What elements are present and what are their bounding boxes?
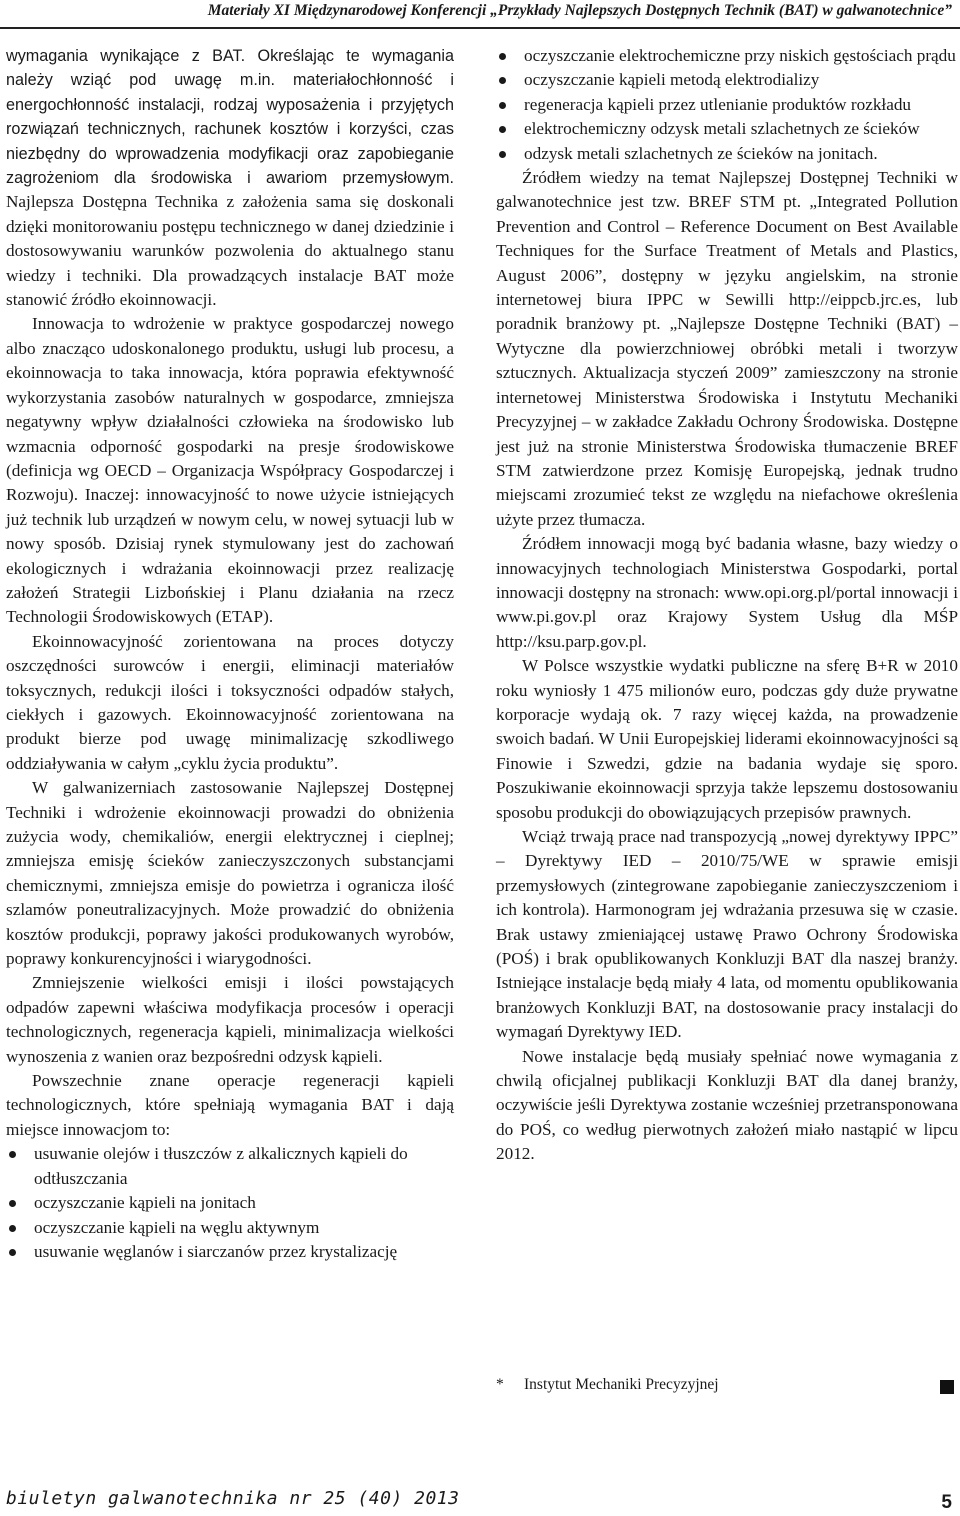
paragraph: Zmniejszenie wielkości emisji i ilości powstających odpadów zapewni właściwa modyfikacja procesów i operacji technologicznych, regeneracja kąpieli, minimalizacja wielkości wynoszenia z wanien oraz bezpośredni odzysk kąpieli.: [6, 973, 454, 1066]
list-item: usuwanie węglanów i siarczanów przez krystalizację: [6, 1240, 454, 1264]
paragraph: [6, 44, 454, 312]
paragraph: Źródłem innowacji mogą być badania własne, bazy wiedzy o innowacyjnych technologiach Ministerstwa Gospodarki, portal innowacji dostępny na stronach: www.opi.org.pl/portal innowacji i www.pi.gov.pl oraz Krajowy System Usług dla MŚP http://ksu.parp.gov.pl.: [496, 534, 958, 651]
journal-footer: biuletyn galwanotechnika nr 25 (40) 2013: [6, 1488, 460, 1509]
paragraph: Innowacja to wdrożenie w praktyce gospodarczej nowego albo znacząco udoskonalonego produktu, usługi lub procesu, a ekoinnowacja to taka innowacja, która poprawia efektywność wykorzystania zasobów naturalnych w gospodarce, zmniejsza negatywny wpływ działalności człowieka na środowisko lub wzmacnia odporność gospodarki na presje środowiskowe (definicja wg OECD – Organizacja Współpracy Gospodarczej i Rozwoju). Inaczej: innowacyjność to nowe użycie istniejących już technik lub urządzeń w nowym celu, w nowej sytuacji lub w nowy sposób. Dzisiaj rynek stymulowany jest do zachowań ekologicznych i wdrażania ekoinnowacji przez realizację założeń Strategii Lizbońskiej i Planu działania na rzecz Technologii Środowiskowych (ETAP).: [6, 314, 454, 627]
list-item: oczyszczanie kąpieli na jonitach: [6, 1191, 454, 1215]
bullet-list: [496, 44, 958, 166]
footnote: [496, 1374, 719, 1396]
list-item: oczyszczanie elektrochemiczne przy niskich gęstościach prądu: [496, 44, 958, 68]
list-item: oczyszczanie kąpieli metodą elektrodializy: [496, 68, 958, 92]
paragraph: Źródłem wiedzy na temat Najlepszej Dostępnej Techniki w galwanotechnice jest tzw. BREF STM pt. „Integrated Pollution Prevention and Control – Reference Document on Best Available Techniques for the Surface Treatment of Metals and Plastics, August 2006”, dostępny w języku angielskim, na stronie internetowej biura IPPC w Sewilli http://eippcb.jrc.es, lub poradnik branżowy pt. „Najlepsze Dostępne Techniki (BAT) – Wytyczne dla powierzchniowej obróbki metali i tworzyw sztucznych. Aktualizacja styczeń 2009” zamieszczony na stronie internetowej Ministerstwa Środowiska i Instytutu Mechaniki Precyzyjnej – w zakładce Zakładu Ochrony Środowiska. Dostępne jest już na stronie Ministerstwa Środowiska tłumaczenie BREF STM zatwierdzone przez Komisję Europejską, jednak trudno miejscami zrozumieć tekst ze względu na niefachowe określenia użyte przez tłumacza.: [496, 168, 958, 529]
footnote-text: Instytut Mechaniki Precyzyjnej: [524, 1376, 719, 1393]
footnote-marker: *: [496, 1376, 504, 1393]
bullet-list: [6, 1142, 454, 1264]
list-item: elektrochemiczny odzysk metali szlachetnych ze ścieków: [496, 117, 958, 141]
paragraph-sans-text: wymagania wynikające z BAT. Określając te wymagania należy wziąć pod uwagę m.in. materiałochłonność i energochłonność instalacji, rodzaj wyposażenia i przyjętych rozwiązań technicznych, rachunek kosztów i korzyści, czas niezbędny do wprowadzenia modyfikacji oraz zapobieganie zagrożeniom dla środowiska i awariom przemysłowym.: [6, 47, 454, 188]
paragraph: Wciąż trwają prace nad transpozycją „nowej dyrektywy IPPC” – Dyrektywy IED – 2010/75/WE w sprawie emisji przemysłowych (zintegrowane zapobieganie zanieczyszczeniom i ich kontrola). Harmonogram jej wdrażania przesuwa się w czasie. Brak ustawy zmieniającej ustawę Prawo Ochrony Środowiska (POŚ) i brak opublikowanych Konkluzji BAT dla naszej branży. Istniejące instalacje będą miały 4 lata, od momentu opublikowania branżowych Konkluzji BAT, na dostosowanie pracy instalacji do wymagań Dyrektywy IED.: [496, 827, 958, 1042]
paragraph: Nowe instalacje będą musiały spełniać nowe wymagania z chwilą oficjalnej publikacji Konkluzji BAT dla danej branży, oczywiście jeśli Dyrektywa zostanie wcześniej przetransponowana do POŚ, co według pierwotnych założeń miało nastąpić w lipcu 2012.: [496, 1046, 958, 1164]
right-column: [496, 44, 958, 1167]
paragraph: Ekoinnowacyjność zorientowana na proces dotyczy oszczędności surowców i energii, eliminacji materiałów toksycznych, redukcji ilości i toksyczności odpadów stałych, ciekłych i gazowych. Ekoinnowacyjność zorientowana na produkt bierze pod uwagę minimalizację szkodliwego oddziaływania w całym „cyklu życia produktu”.: [6, 631, 454, 773]
paragraph-text: Najlepsza Dostępna Technika z założenia sama się doskonali dzięki monitorowaniu postępu technicznego w danej dziedzinie i dostosowywaniu warunków pozwolenia do aktualnego stanu wiedzy i techniki. Dla prowadzących instalacje BAT może stanowić źródło ekoinnowacji.: [6, 192, 454, 310]
list-item: regeneracja kąpieli przez utlenianie produktów rozkładu: [496, 93, 958, 117]
paragraph: W galwanizerniach zastosowanie Najlepszej Dostępnej Techniki i wdrożenie ekoinnowacji prowadzi do obniżenia zużycia wody, chemikaliów, energii elektrycznej i cieplnej; zmniejsza emisję ścieków zanieczyszczonych substancjami chemicznymi, zmniejsza emisje do powietrza i ogranicza ilość szlamów poneutralizacyjnych. Może prowadzić do obniżenia kosztów produkcji, poprawy jakości produkowanych wyrobów, poprawy konkurencyjności i wiarygodności.: [6, 778, 454, 969]
paragraph: Powszechnie znane operacje regeneracji kąpieli technologicznych, które spełniają wymagania BAT i dają miejsce innowacjom to:: [6, 1071, 454, 1139]
list-item: usuwanie olejów i tłuszczów z alkalicznych kąpieli do odtłuszczania: [6, 1142, 454, 1191]
header-divider: [0, 27, 960, 29]
running-header: Materiały XI Międzynarodowej Konferencji „Przykłady Najlepszych Dostępnych Technik (BAT) w galwanotechnice”: [207, 2, 952, 19]
page-number: 5: [941, 1492, 952, 1513]
list-item: oczyszczanie kąpieli na węglu aktywnym: [6, 1216, 454, 1240]
paragraph: W Polsce wszystkie wydatki publiczne na sferę B+R w 2010 roku wyniosły 1 475 milionów euro, podczas gdy duże prywatne korporacje wydają ok. 7 razy więcej każda, na prowadzenie swoich badań. W Unii Europejskiej liderami ekoinnowacyjności są Finowie i Szwedzi, gdzie na badania wydaje się sporo. Poszukiwanie ekoinnowacji sprzyja także lepszemu dostosowaniu sposobu produkcji do obowiązujących przepisów prawnych.: [496, 656, 958, 822]
left-column: [6, 44, 454, 1264]
list-item: odzysk metali szlachetnych ze ścieków na jonitach.: [496, 142, 958, 166]
end-of-article-square-icon: [940, 1380, 954, 1394]
